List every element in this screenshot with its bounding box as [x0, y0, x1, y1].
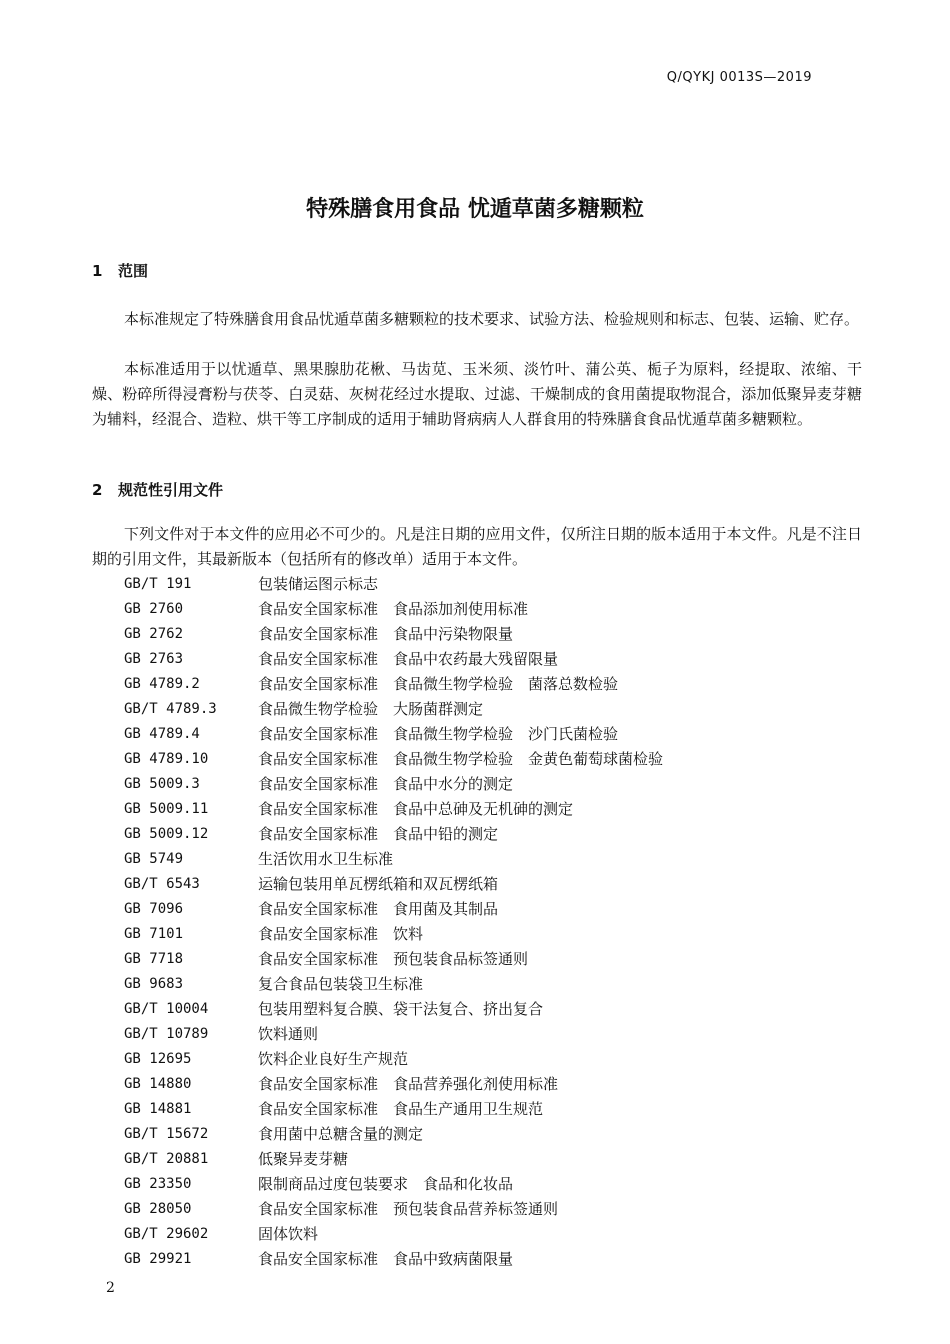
reference-item: [124, 847, 663, 872]
reference-code: GB 14881: [124, 1101, 192, 1117]
reference-item: [124, 1097, 663, 1122]
page-number: 2: [106, 1280, 115, 1296]
reference-name: 食品安全国家标准 饮料: [258, 925, 424, 943]
reference-name: 固体饮料: [258, 1225, 319, 1243]
reference-item: [124, 572, 663, 597]
reference-name: 食用菌中总糖含量的测定: [258, 1125, 424, 1143]
reference-item: [124, 822, 663, 847]
reference-name: 食品安全国家标准 食品中农药最大残留限量: [258, 650, 559, 668]
reference-name: 食品微生物学检验 大肠菌群测定: [258, 700, 484, 718]
section-heading-references: [92, 479, 223, 500]
reference-code: GB 7101: [124, 926, 184, 942]
reference-item: [124, 1222, 663, 1247]
scope-paragraph-2: 本标准适用于以忧遁草、黑果腺肋花楸、马齿苋、玉米须、淡竹叶、蒲公英、栀子为原料，经提取、浓缩、干燥、粉碎所得浸膏粉与茯苓、白灵菇、灰树花经过水提取、过滤、干燥制成的食用菌提取物混合，添加低聚异麦芽糖为辅料，经混合、造粒、烘干等工序制成的适用于辅助肾病病人人群食用的特殊膳食食品忧遁草菌多糖颗粒。: [92, 360, 862, 428]
reference-name: 食品安全国家标准 预包装食品标签通则: [258, 950, 529, 968]
reference-code: GB 5009.3: [124, 776, 200, 792]
reference-name: 食品安全国家标准 食用菌及其制品: [258, 900, 499, 918]
reference-code: GB 2760: [124, 601, 184, 617]
reference-item: [124, 672, 663, 697]
reference-name: 食品安全国家标准 食品中污染物限量: [258, 625, 514, 643]
reference-code: GB 14880: [124, 1076, 192, 1092]
reference-item: [124, 622, 663, 647]
reference-code: GB/T 10789: [124, 1026, 209, 1042]
reference-code: GB 7718: [124, 951, 184, 967]
reference-item: [124, 722, 663, 747]
reference-name: 包装用塑料复合膜、袋干法复合、挤出复合: [258, 1000, 544, 1018]
reference-code: GB/T 29602: [124, 1226, 209, 1242]
reference-name: 食品安全国家标准 食品微生物学检验 金黄色葡萄球菌检验: [258, 750, 664, 768]
reference-item: [124, 1122, 663, 1147]
reference-item: [124, 947, 663, 972]
reference-name: 生活饮用水卫生标准: [258, 850, 394, 868]
reference-code: GB 29921: [124, 1251, 192, 1267]
reference-name: 限制商品过度包装要求 食品和化妆品: [258, 1175, 514, 1193]
reference-item: [124, 897, 663, 922]
reference-name: 食品安全国家标准 食品添加剂使用标准: [258, 600, 529, 618]
reference-item: [124, 922, 663, 947]
reference-code: GB 28050: [124, 1201, 192, 1217]
references-intro-paragraph: 下列文件对于本文件的应用必不可少的。凡是注日期的应用文件，仅所注日期的版本适用于本文件。凡是不注日期的引用文件，其最新版本（包括所有的修改单）适用于本文件。: [92, 525, 862, 568]
reference-name: 食品安全国家标准 食品中水分的测定: [258, 775, 514, 793]
reference-name: 食品安全国家标准 食品生产通用卫生规范: [258, 1100, 544, 1118]
reference-item: [124, 772, 663, 797]
reference-item: [124, 972, 663, 997]
reference-code: GB 4789.2: [124, 676, 200, 692]
reference-item: [124, 1172, 663, 1197]
reference-name: 低聚异麦芽糖: [258, 1150, 349, 1168]
reference-name: 饮料通则: [258, 1025, 319, 1043]
reference-code: GB/T 10004: [124, 1001, 209, 1017]
reference-item: [124, 1072, 663, 1097]
reference-name: 食品安全国家标准 食品中致病菌限量: [258, 1250, 514, 1268]
reference-code: GB 4789.10: [124, 751, 209, 767]
reference-item: [124, 872, 663, 897]
section-title: 规范性引用文件: [118, 481, 224, 499]
reference-code: GB 5009.11: [124, 801, 209, 817]
reference-list: [124, 572, 663, 1272]
reference-item: [124, 1247, 663, 1272]
reference-item: [124, 1197, 663, 1222]
reference-code: GB 2763: [124, 651, 184, 667]
reference-code: GB 2762: [124, 626, 184, 642]
document-title: 特殊膳食用食品 忧遁草菌多糖颗粒: [306, 197, 644, 222]
reference-item: [124, 1147, 663, 1172]
reference-code: GB/T 4789.3: [124, 701, 217, 717]
reference-name: 食品安全国家标准 食品微生物学检验 沙门氏菌检验: [258, 725, 619, 743]
section-heading-scope: [92, 260, 148, 281]
reference-item: [124, 1047, 663, 1072]
reference-code: GB/T 20881: [124, 1151, 209, 1167]
reference-name: 食品安全国家标准 预包装食品营养标签通则: [258, 1200, 559, 1218]
reference-item: [124, 597, 663, 622]
section-number: 2: [92, 481, 103, 499]
reference-code: GB 9683: [124, 976, 184, 992]
reference-item: [124, 697, 663, 722]
reference-name: 食品安全国家标准 食品中铅的测定: [258, 825, 499, 843]
reference-name: 食品安全国家标准 食品微生物学检验 菌落总数检验: [258, 675, 619, 693]
reference-item: [124, 997, 663, 1022]
reference-name: 食品安全国家标准 食品营养强化剂使用标准: [258, 1075, 559, 1093]
section-title: 范围: [118, 262, 149, 280]
reference-item: [124, 1022, 663, 1047]
reference-name: 食品安全国家标准 食品中总砷及无机砷的测定: [258, 800, 574, 818]
reference-code: GB/T 191: [124, 576, 192, 592]
reference-code: GB/T 15672: [124, 1126, 209, 1142]
reference-code: GB 12695: [124, 1051, 192, 1067]
reference-item: [124, 747, 663, 772]
document-code: Q/QYKJ 0013S—2019: [666, 70, 812, 85]
reference-code: GB 5009.12: [124, 826, 209, 842]
reference-code: GB 7096: [124, 901, 184, 917]
reference-name: 包装储运图示标志: [258, 575, 379, 593]
scope-paragraph-1: 本标准规定了特殊膳食用食品忧遁草菌多糖颗粒的技术要求、试验方法、检验规则和标志、包装、运输、贮存。: [124, 310, 860, 328]
reference-item: [124, 647, 663, 672]
reference-code: GB 5749: [124, 851, 184, 867]
reference-name: 运输包装用单瓦楞纸箱和双瓦楞纸箱: [258, 875, 499, 893]
reference-code: GB/T 6543: [124, 876, 200, 892]
reference-name: 复合食品包装袋卫生标准: [258, 975, 424, 993]
reference-item: [124, 797, 663, 822]
section-number: 1: [92, 262, 103, 280]
reference-code: GB 4789.4: [124, 726, 200, 742]
reference-name: 饮料企业良好生产规范: [258, 1050, 409, 1068]
reference-code: GB 23350: [124, 1176, 192, 1192]
